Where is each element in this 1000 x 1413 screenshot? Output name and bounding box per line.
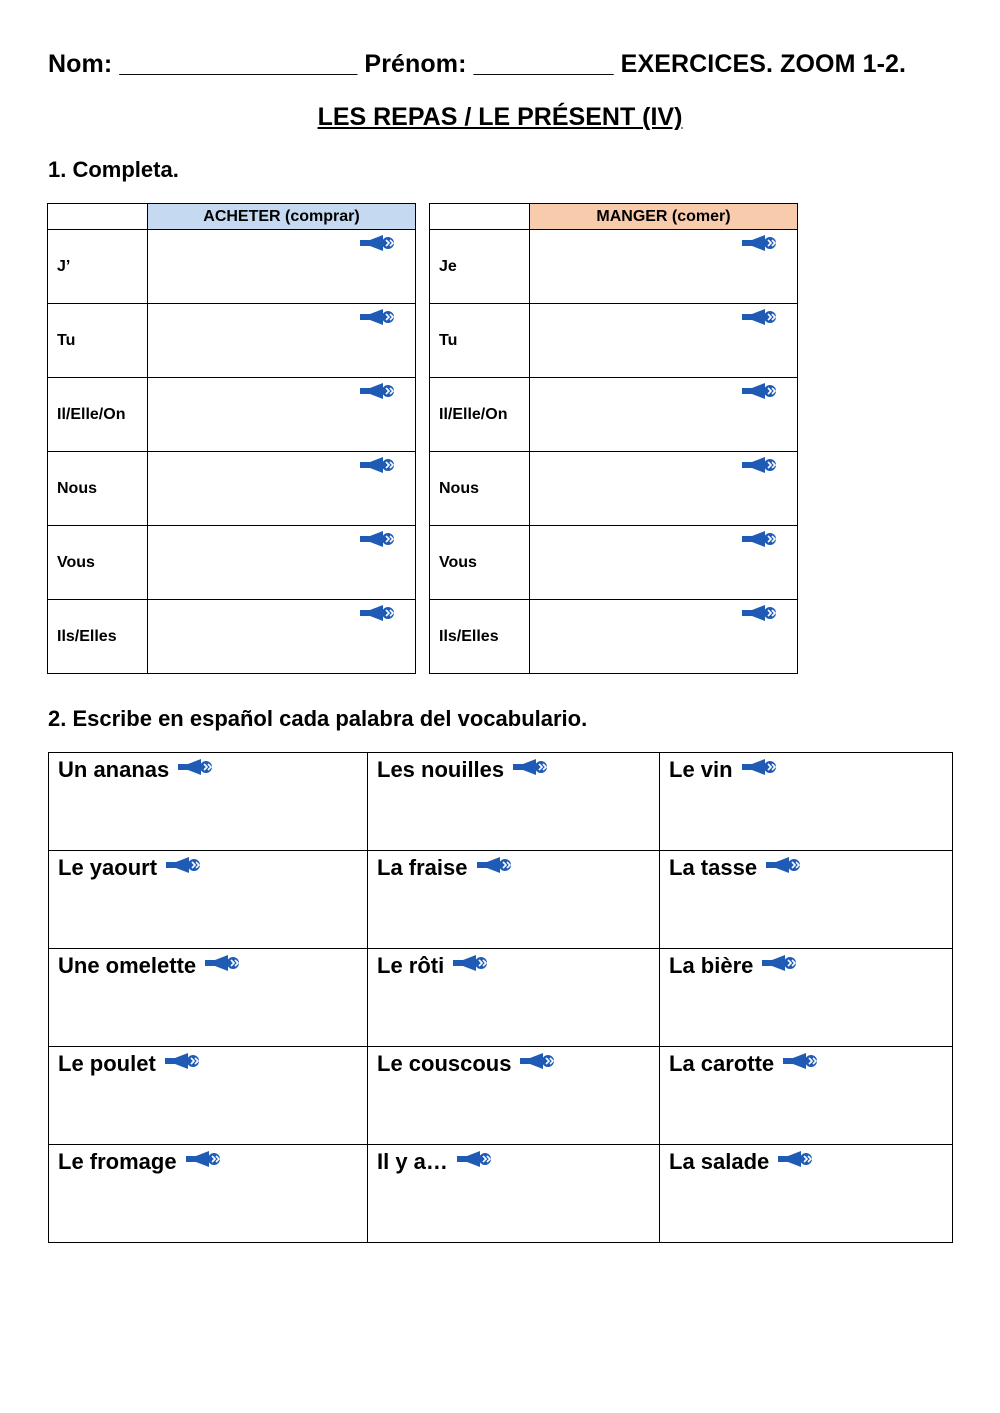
manger-header: MANGER (comer) <box>530 204 798 230</box>
manger-pronoun: Nous <box>430 452 530 526</box>
vocab-word: Un ananas <box>58 757 170 782</box>
vocab-cell[interactable] <box>660 851 953 949</box>
acheter-header: ACHETER (comprar) <box>148 204 416 230</box>
vocab-cell[interactable] <box>660 949 953 1047</box>
vocab-cell[interactable] <box>660 753 953 851</box>
table-row <box>49 1047 953 1145</box>
vocab-word: Il y a… <box>377 1149 448 1174</box>
manger-pronoun: Tu <box>430 304 530 378</box>
acheter-pronoun: Ils/Elles <box>48 600 148 674</box>
speaker-icon[interactable] <box>765 854 803 876</box>
vocab-word: La bière <box>669 953 754 978</box>
table-row <box>49 753 953 851</box>
speaker-icon[interactable] <box>761 952 799 974</box>
vocab-word: Le couscous <box>377 1051 512 1076</box>
acheter-pronoun: Il/Elle/On <box>48 378 148 452</box>
acheter-pronoun: Vous <box>48 526 148 600</box>
speaker-icon[interactable] <box>782 1050 820 1072</box>
speaker-icon[interactable] <box>777 1148 815 1170</box>
speaker-icon[interactable] <box>359 602 397 624</box>
acheter-pronoun: J’ <box>48 230 148 304</box>
speaker-icon[interactable] <box>741 528 779 550</box>
speaker-icon[interactable] <box>476 854 514 876</box>
speaker-icon[interactable] <box>741 756 779 778</box>
speaker-icon[interactable] <box>741 454 779 476</box>
vocab-word: Le poulet <box>58 1051 156 1076</box>
acheter-answer-cell[interactable] <box>148 378 416 452</box>
speaker-icon[interactable] <box>204 952 242 974</box>
speaker-icon[interactable] <box>741 602 779 624</box>
acheter-answer-cell[interactable] <box>148 600 416 674</box>
manger-answer-cell[interactable] <box>530 600 798 674</box>
speaker-icon[interactable] <box>359 380 397 402</box>
manger-answer-cell[interactable] <box>530 452 798 526</box>
manger-answer-cell[interactable] <box>530 378 798 452</box>
vocab-word: La fraise <box>377 855 468 880</box>
speaker-icon[interactable] <box>164 1050 202 1072</box>
speaker-icon[interactable] <box>741 232 779 254</box>
vocab-cell[interactable] <box>49 1047 368 1145</box>
acheter-answer-cell[interactable] <box>148 230 416 304</box>
vocab-word: Le vin <box>669 757 733 782</box>
section-1-title: 1. Completa. <box>48 157 179 182</box>
vocab-cell[interactable] <box>660 1047 953 1145</box>
speaker-icon[interactable] <box>185 1148 223 1170</box>
acheter-header-blank <box>48 204 148 230</box>
speaker-icon[interactable] <box>741 380 779 402</box>
vocab-word: Le fromage <box>58 1149 177 1174</box>
vocab-word: Le yaourt <box>58 855 158 880</box>
manger-pronoun: Il/Elle/On <box>430 378 530 452</box>
speaker-icon[interactable] <box>512 756 550 778</box>
speaker-icon[interactable] <box>519 1050 557 1072</box>
vocab-cell[interactable] <box>49 1145 368 1243</box>
manger-pronoun: Ils/Elles <box>430 600 530 674</box>
vocab-word: Le rôti <box>377 953 445 978</box>
acheter-pronoun: Tu <box>48 304 148 378</box>
manger-answer-cell[interactable] <box>530 526 798 600</box>
header-line: Nom: _________________ Prénom: __________ EXERCICES. ZOOM 1-2. <box>48 50 907 78</box>
speaker-icon[interactable] <box>359 306 397 328</box>
manger-pronoun: Vous <box>430 526 530 600</box>
vocab-cell[interactable] <box>49 753 368 851</box>
vocab-cell[interactable] <box>368 1145 660 1243</box>
vocab-word: La salade <box>669 1149 770 1174</box>
page-title: LES REPAS / LE PRÉSENT (IV) <box>317 103 683 131</box>
speaker-icon[interactable] <box>359 528 397 550</box>
acheter-answer-cell[interactable] <box>148 304 416 378</box>
vocab-cell[interactable] <box>49 949 368 1047</box>
speaker-icon[interactable] <box>359 454 397 476</box>
section-2-title: 2. Escribe en español cada palabra del vocabulario. <box>48 706 588 731</box>
vocab-word: La tasse <box>669 855 758 880</box>
vocabulary-table <box>48 752 953 1243</box>
manger-header-blank <box>430 204 530 230</box>
acheter-table <box>47 203 416 674</box>
speaker-icon[interactable] <box>177 756 215 778</box>
acheter-answer-cell[interactable] <box>148 452 416 526</box>
acheter-answer-cell[interactable] <box>148 526 416 600</box>
speaker-icon[interactable] <box>741 306 779 328</box>
vocab-cell[interactable] <box>368 1047 660 1145</box>
speaker-icon[interactable] <box>456 1148 494 1170</box>
table-row <box>49 949 953 1047</box>
vocab-cell[interactable] <box>368 753 660 851</box>
speaker-icon[interactable] <box>165 854 203 876</box>
manger-pronoun: Je <box>430 230 530 304</box>
acheter-pronoun: Nous <box>48 452 148 526</box>
manger-answer-cell[interactable] <box>530 230 798 304</box>
vocab-cell[interactable] <box>49 851 368 949</box>
table-row <box>49 1145 953 1243</box>
vocab-word: Les nouilles <box>377 757 505 782</box>
speaker-icon[interactable] <box>359 232 397 254</box>
table-row <box>49 851 953 949</box>
vocab-cell[interactable] <box>368 851 660 949</box>
vocab-cell[interactable] <box>368 949 660 1047</box>
vocab-cell[interactable] <box>660 1145 953 1243</box>
manger-table <box>429 203 798 674</box>
vocab-word: Une omelette <box>58 953 197 978</box>
manger-answer-cell[interactable] <box>530 304 798 378</box>
vocab-word: La carotte <box>669 1051 775 1076</box>
speaker-icon[interactable] <box>452 952 490 974</box>
